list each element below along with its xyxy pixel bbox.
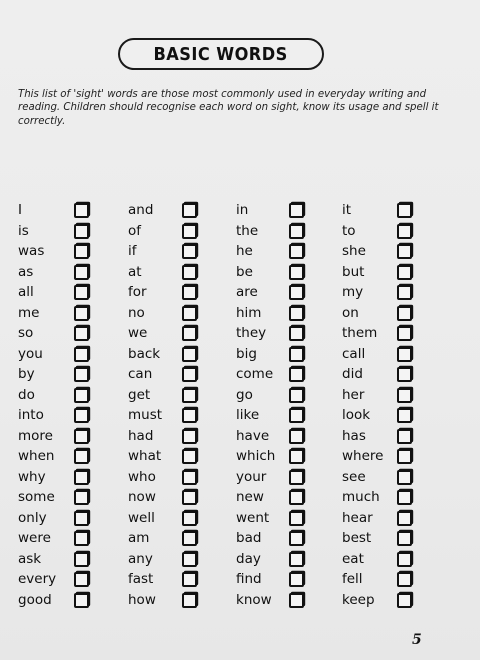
sight-word: on bbox=[342, 304, 359, 321]
sight-word: now bbox=[128, 489, 156, 505]
word-row bbox=[342, 385, 452, 405]
sight-word: can bbox=[128, 366, 153, 382]
word-row bbox=[18, 446, 128, 466]
word-row bbox=[342, 303, 452, 323]
sight-word: into bbox=[18, 407, 44, 423]
sight-word: how bbox=[128, 591, 156, 608]
sight-word: call bbox=[342, 345, 366, 362]
word-row bbox=[236, 262, 346, 282]
word-checkbox[interactable] bbox=[397, 490, 412, 505]
word-row bbox=[18, 508, 128, 528]
word-checkbox[interactable] bbox=[74, 511, 89, 526]
sight-word: who bbox=[128, 468, 156, 485]
word-checkbox[interactable] bbox=[397, 265, 412, 280]
sight-word: he bbox=[236, 243, 253, 259]
word-row bbox=[342, 446, 452, 466]
word-checkbox[interactable] bbox=[397, 367, 412, 382]
word-row bbox=[342, 549, 452, 569]
word-row bbox=[128, 446, 238, 466]
word-checkbox[interactable] bbox=[182, 285, 197, 300]
word-row bbox=[18, 323, 128, 343]
sight-word: fast bbox=[128, 571, 154, 587]
word-row bbox=[236, 385, 346, 405]
word-row bbox=[18, 303, 128, 323]
word-checkbox[interactable] bbox=[289, 388, 304, 403]
word-row bbox=[18, 549, 128, 569]
word-row bbox=[236, 508, 346, 528]
sight-word: me bbox=[18, 304, 40, 321]
word-checkbox[interactable] bbox=[74, 388, 89, 403]
word-row bbox=[342, 487, 452, 507]
sight-word: find bbox=[236, 571, 262, 587]
word-row bbox=[128, 303, 238, 323]
word-checkbox[interactable] bbox=[289, 408, 304, 423]
sight-word: we bbox=[128, 325, 148, 341]
sight-word: well bbox=[128, 509, 155, 526]
word-row bbox=[18, 282, 128, 302]
word-checkbox[interactable] bbox=[397, 306, 412, 321]
sight-word: am bbox=[128, 530, 150, 546]
word-row bbox=[128, 323, 238, 343]
sight-word: I bbox=[18, 202, 22, 218]
sight-word: did bbox=[342, 366, 363, 382]
word-checkbox[interactable] bbox=[74, 552, 89, 567]
sight-word: so bbox=[18, 325, 34, 341]
sight-word: were bbox=[18, 530, 51, 546]
title-banner bbox=[118, 38, 324, 70]
word-checkbox[interactable] bbox=[397, 511, 412, 526]
word-row bbox=[236, 426, 346, 446]
sight-word: they bbox=[236, 325, 267, 341]
sight-word: was bbox=[18, 243, 45, 259]
word-row bbox=[128, 508, 238, 528]
word-checkbox[interactable] bbox=[289, 429, 304, 444]
word-checkbox[interactable] bbox=[289, 306, 304, 321]
sight-word: she bbox=[342, 243, 366, 259]
word-row bbox=[128, 549, 238, 569]
sight-word: like bbox=[236, 407, 260, 423]
word-row bbox=[18, 364, 128, 384]
sight-word: much bbox=[342, 489, 380, 505]
sight-word: get bbox=[128, 386, 151, 403]
word-row bbox=[128, 282, 238, 302]
word-checkbox[interactable] bbox=[74, 408, 89, 423]
word-checkbox[interactable] bbox=[182, 593, 197, 608]
sight-word: when bbox=[18, 448, 55, 464]
sight-word: look bbox=[342, 407, 371, 423]
word-row bbox=[128, 385, 238, 405]
word-row bbox=[342, 508, 452, 528]
word-checkbox[interactable] bbox=[397, 552, 412, 567]
sight-word: you bbox=[18, 345, 43, 362]
word-checkbox[interactable] bbox=[397, 449, 412, 464]
word-checkbox[interactable] bbox=[397, 429, 412, 444]
word-checkbox[interactable] bbox=[289, 531, 304, 546]
word-checkbox[interactable] bbox=[397, 326, 412, 341]
sight-word: bad bbox=[236, 530, 262, 546]
word-row bbox=[18, 385, 128, 405]
word-checkbox[interactable] bbox=[289, 552, 304, 567]
sight-word: eat bbox=[342, 550, 364, 567]
word-checkbox[interactable] bbox=[182, 531, 197, 546]
word-row bbox=[18, 221, 128, 241]
word-row bbox=[128, 467, 238, 487]
word-checkbox[interactable] bbox=[397, 203, 412, 218]
word-checkbox[interactable] bbox=[397, 244, 412, 259]
word-checkbox[interactable] bbox=[289, 224, 304, 239]
word-row bbox=[18, 241, 128, 261]
word-checkbox[interactable] bbox=[397, 572, 412, 587]
sight-word: had bbox=[128, 427, 154, 444]
word-row bbox=[236, 303, 346, 323]
word-checkbox[interactable] bbox=[182, 306, 197, 321]
word-row bbox=[342, 344, 452, 364]
word-row bbox=[236, 405, 346, 425]
word-checkbox[interactable] bbox=[74, 347, 89, 362]
word-checkbox[interactable] bbox=[289, 326, 304, 341]
word-row bbox=[342, 528, 452, 548]
word-row bbox=[342, 364, 452, 384]
word-row bbox=[342, 426, 452, 446]
sight-word: keep bbox=[342, 591, 375, 608]
word-row bbox=[18, 344, 128, 364]
word-checkbox[interactable] bbox=[74, 306, 89, 321]
word-checkbox[interactable] bbox=[74, 490, 89, 505]
sight-word: your bbox=[236, 468, 267, 485]
sight-word: day bbox=[236, 550, 261, 567]
sight-word: ask bbox=[18, 550, 42, 567]
word-row bbox=[128, 426, 238, 446]
word-row bbox=[18, 467, 128, 487]
word-row bbox=[342, 262, 452, 282]
sight-word: hear bbox=[342, 509, 373, 526]
sight-word: if bbox=[128, 243, 137, 259]
word-row bbox=[342, 590, 452, 610]
sight-word: do bbox=[18, 386, 35, 403]
sight-word: where bbox=[342, 448, 384, 464]
sight-word: must bbox=[128, 407, 163, 423]
word-checkbox[interactable] bbox=[74, 429, 89, 444]
word-row bbox=[128, 364, 238, 384]
page-number: 5 bbox=[412, 632, 422, 648]
sight-word: good bbox=[18, 591, 52, 608]
word-checkbox[interactable] bbox=[74, 449, 89, 464]
sight-word: only bbox=[18, 509, 47, 526]
word-row bbox=[236, 364, 346, 384]
word-checkbox[interactable] bbox=[182, 203, 197, 218]
word-checkbox[interactable] bbox=[182, 326, 197, 341]
word-checkbox[interactable] bbox=[182, 572, 197, 587]
sight-word: him bbox=[236, 304, 262, 321]
word-checkbox[interactable] bbox=[182, 552, 197, 567]
word-row bbox=[18, 262, 128, 282]
page-title: BASIC WORDS bbox=[153, 43, 289, 65]
word-checkbox[interactable] bbox=[182, 367, 197, 382]
word-checkbox[interactable] bbox=[397, 285, 412, 300]
word-checkbox[interactable] bbox=[182, 224, 197, 239]
word-checkbox[interactable] bbox=[289, 203, 304, 218]
sight-word: no bbox=[128, 304, 145, 321]
sight-word: fell bbox=[342, 571, 363, 587]
word-checkbox[interactable] bbox=[397, 531, 412, 546]
sight-word: why bbox=[18, 468, 46, 485]
word-row bbox=[236, 344, 346, 364]
sight-word: and bbox=[128, 202, 154, 218]
word-checkbox[interactable] bbox=[289, 572, 304, 587]
sight-word: all bbox=[18, 284, 34, 300]
word-checkbox[interactable] bbox=[289, 470, 304, 485]
sight-word: be bbox=[236, 263, 253, 280]
sight-word: know bbox=[236, 591, 272, 608]
word-checkbox[interactable] bbox=[397, 408, 412, 423]
word-row bbox=[128, 405, 238, 425]
word-checkbox[interactable] bbox=[289, 285, 304, 300]
word-checkbox[interactable] bbox=[182, 470, 197, 485]
word-row bbox=[128, 487, 238, 507]
word-row bbox=[342, 405, 452, 425]
word-row bbox=[236, 487, 346, 507]
word-checkbox[interactable] bbox=[74, 470, 89, 485]
word-checkbox[interactable] bbox=[182, 347, 197, 362]
sight-word: for bbox=[128, 284, 147, 300]
word-checkbox[interactable] bbox=[74, 285, 89, 300]
sight-word: see bbox=[342, 468, 366, 485]
word-row bbox=[342, 241, 452, 261]
sight-word: more bbox=[18, 427, 53, 444]
word-row bbox=[342, 323, 452, 343]
sight-word: any bbox=[128, 550, 153, 567]
sight-word: back bbox=[128, 345, 161, 362]
word-row bbox=[236, 241, 346, 261]
word-row bbox=[342, 569, 452, 589]
sight-word: what bbox=[128, 448, 162, 464]
word-row bbox=[128, 262, 238, 282]
word-checkbox[interactable] bbox=[182, 244, 197, 259]
sight-word: every bbox=[18, 571, 57, 587]
sight-word: her bbox=[342, 386, 365, 403]
word-checkbox[interactable] bbox=[289, 265, 304, 280]
word-checkbox[interactable] bbox=[289, 347, 304, 362]
sight-word: come bbox=[236, 366, 274, 382]
word-checkbox[interactable] bbox=[74, 367, 89, 382]
word-row bbox=[18, 528, 128, 548]
word-row bbox=[236, 590, 346, 610]
word-checkbox[interactable] bbox=[74, 244, 89, 259]
word-row bbox=[236, 446, 346, 466]
word-row bbox=[342, 467, 452, 487]
word-checkbox[interactable] bbox=[182, 490, 197, 505]
word-checkbox[interactable] bbox=[182, 408, 197, 423]
word-checkbox[interactable] bbox=[182, 388, 197, 403]
word-checkbox[interactable] bbox=[74, 265, 89, 280]
sight-word: went bbox=[236, 509, 270, 526]
word-row bbox=[236, 467, 346, 487]
word-checkbox[interactable] bbox=[397, 347, 412, 362]
word-row bbox=[236, 282, 346, 302]
word-checkbox[interactable] bbox=[289, 367, 304, 382]
sight-word: is bbox=[18, 222, 29, 239]
word-checkbox[interactable] bbox=[74, 326, 89, 341]
word-row bbox=[342, 282, 452, 302]
word-row bbox=[236, 528, 346, 548]
word-row bbox=[18, 569, 128, 589]
word-row bbox=[128, 241, 238, 261]
word-checkbox[interactable] bbox=[74, 531, 89, 546]
word-checkbox[interactable] bbox=[182, 449, 197, 464]
sight-word: best bbox=[342, 530, 372, 546]
word-row bbox=[236, 549, 346, 569]
word-checkbox[interactable] bbox=[289, 593, 304, 608]
word-row bbox=[236, 221, 346, 241]
word-row bbox=[128, 590, 238, 610]
word-checkbox[interactable] bbox=[74, 203, 89, 218]
intro-text: This list of 'sight' words are those most commonly used in everyday writing and reading. Children should recognise each word on sight, know its usage and spell it correctly. bbox=[18, 89, 439, 127]
word-row bbox=[18, 200, 128, 220]
sight-word: big bbox=[236, 345, 257, 362]
word-row bbox=[342, 200, 452, 220]
sight-word: them bbox=[342, 325, 378, 341]
word-checkbox[interactable] bbox=[397, 224, 412, 239]
word-row bbox=[128, 344, 238, 364]
sight-word: as bbox=[18, 263, 34, 280]
word-row bbox=[236, 323, 346, 343]
word-row bbox=[128, 200, 238, 220]
word-checkbox[interactable] bbox=[182, 265, 197, 280]
word-row bbox=[236, 569, 346, 589]
sight-word: new bbox=[236, 489, 264, 505]
sight-word: has bbox=[342, 427, 366, 444]
sight-word: of bbox=[128, 222, 142, 239]
sight-word: which bbox=[236, 448, 276, 464]
word-row bbox=[18, 405, 128, 425]
word-row bbox=[128, 569, 238, 589]
sight-word: by bbox=[18, 366, 35, 382]
word-row bbox=[18, 426, 128, 446]
word-checkbox[interactable] bbox=[182, 511, 197, 526]
word-checkbox[interactable] bbox=[289, 244, 304, 259]
sight-word: are bbox=[236, 284, 258, 300]
word-row bbox=[128, 528, 238, 548]
sight-word: have bbox=[236, 427, 270, 444]
word-checkbox[interactable] bbox=[74, 593, 89, 608]
word-checkbox[interactable] bbox=[289, 511, 304, 526]
word-checkbox[interactable] bbox=[74, 224, 89, 239]
word-checkbox[interactable] bbox=[289, 490, 304, 505]
sight-word: at bbox=[128, 263, 142, 280]
word-checkbox[interactable] bbox=[397, 388, 412, 403]
sight-word: to bbox=[342, 222, 356, 239]
word-checkbox[interactable] bbox=[289, 449, 304, 464]
word-checkbox[interactable] bbox=[182, 429, 197, 444]
sight-word: some bbox=[18, 489, 55, 505]
word-row bbox=[342, 221, 452, 241]
word-checkbox[interactable] bbox=[397, 593, 412, 608]
word-checkbox[interactable] bbox=[397, 470, 412, 485]
sight-word: it bbox=[342, 202, 352, 218]
word-row bbox=[236, 200, 346, 220]
sight-word: but bbox=[342, 263, 365, 280]
sight-word: in bbox=[236, 202, 249, 218]
word-row bbox=[18, 487, 128, 507]
word-row bbox=[18, 590, 128, 610]
sight-word: the bbox=[236, 222, 259, 239]
sight-word: my bbox=[342, 284, 364, 300]
word-checkbox[interactable] bbox=[74, 572, 89, 587]
sight-word: go bbox=[236, 386, 253, 403]
word-row bbox=[128, 221, 238, 241]
